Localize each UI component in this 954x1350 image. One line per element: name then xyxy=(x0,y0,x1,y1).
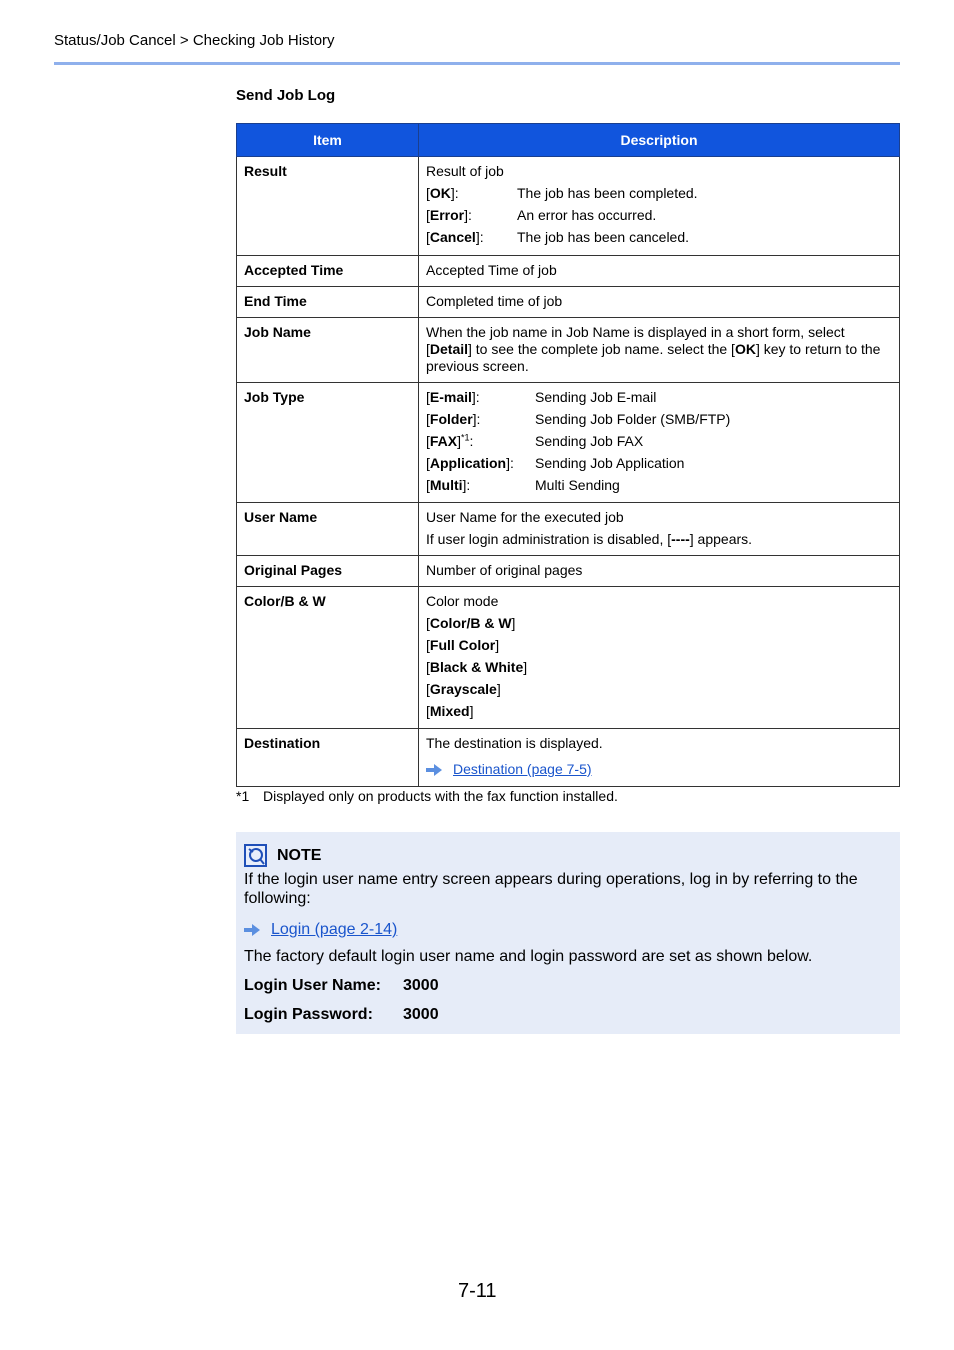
description-cell: User Name for the executed job If user login administration is disabled, [----] appears. xyxy=(419,503,900,556)
job-type-option: [E-mail]: Sending Job E-mail xyxy=(426,389,657,405)
table-row xyxy=(237,587,900,729)
item-cell: Accepted Time xyxy=(237,256,419,287)
color-option: [Color/B & W] xyxy=(426,615,516,631)
destination-link[interactable]: Destination (page 7-5) xyxy=(453,761,592,777)
item-cell: User Name xyxy=(237,503,419,556)
breadcrumb: Status/Job Cancel > Checking Job History xyxy=(54,32,335,49)
note-text: If the login user name entry screen appears during operations, log in by referring to the following: xyxy=(244,871,858,907)
description-cell: When the job name in Job Name is displayed in a short form, select [Detail] to see the complete job name. select the [OK] key to return to the previous screen. xyxy=(419,318,900,383)
description-cell: Completed time of job xyxy=(419,287,900,318)
arrow-right-icon xyxy=(244,924,260,936)
item-cell: Original Pages xyxy=(237,556,419,587)
note-title: NOTE xyxy=(277,846,322,864)
item-cell: Job Name xyxy=(237,318,419,383)
color-option: [Grayscale] xyxy=(426,681,501,697)
color-option: [Full Color] xyxy=(426,637,500,653)
footnote-ref: *1 xyxy=(461,432,470,443)
option-key: OK xyxy=(429,185,451,201)
note-box xyxy=(236,832,900,1034)
job-type-option: [Folder]: Sending Job Folder (SMB/FTP) xyxy=(426,411,731,427)
footnote: *1 Displayed only on products with the fax function installed. xyxy=(236,788,618,804)
send-job-log-table xyxy=(236,123,900,787)
arrow-right-icon xyxy=(426,764,442,776)
table-row xyxy=(237,383,900,503)
item-cell: End Time xyxy=(237,287,419,318)
description-cell: Accepted Time of job xyxy=(419,256,900,287)
note-text: The factory default login user name and login password are set as shown below. xyxy=(244,948,813,965)
job-type-option: [FAX]$^{*1}$: Sending Job FAX xyxy=(426,432,644,449)
page-number: 7-11 xyxy=(458,1280,497,1302)
table-row xyxy=(237,729,900,787)
description-text: Result of job xyxy=(426,163,504,179)
table-row xyxy=(237,318,900,383)
login-user-name-row: Login User Name: 3000 xyxy=(244,977,439,994)
item-cell: Destination xyxy=(237,729,419,787)
description-cell xyxy=(419,383,900,503)
description-cell: Color mode [Color/B & W] [Full Color] [Black & White] [Grayscale] [Mixed] xyxy=(419,587,900,729)
login-link[interactable]: Login (page 2-14) xyxy=(271,921,398,938)
item-cell: Job Type xyxy=(237,383,419,503)
table-row xyxy=(237,287,900,318)
color-option: [Black & White] xyxy=(426,659,528,675)
section-title: Send Job Log xyxy=(236,87,336,104)
item-cell: Color/B & W xyxy=(237,587,419,729)
description-cell: Number of original pages xyxy=(419,556,900,587)
note-icon xyxy=(244,844,267,867)
header-rule xyxy=(54,62,900,65)
job-type-option: [Application]: Sending Job Application xyxy=(426,455,685,471)
login-password-row: Login Password: 3000 xyxy=(244,1006,439,1023)
result-option: [Cancel]: The job has been canceled. xyxy=(426,229,690,245)
option-value: An error has occurred. xyxy=(517,207,657,223)
result-option: [OK]: The job has been completed. xyxy=(426,185,892,207)
result-option: [Error]: An error has occurred. xyxy=(426,207,892,229)
table-header-row xyxy=(237,124,900,157)
column-header-description: Description xyxy=(419,124,900,157)
table-row xyxy=(237,157,900,256)
table-row xyxy=(237,556,900,587)
color-option: [Mixed] xyxy=(426,703,474,719)
description-cell xyxy=(419,157,900,256)
column-header-item: Item xyxy=(237,124,419,157)
description-cell: The destination is displayed. Destination (page 7-5) xyxy=(419,729,900,787)
option-key: Error xyxy=(429,207,465,223)
option-value: The job has been completed. xyxy=(517,185,698,201)
table-row xyxy=(237,503,900,556)
job-type-option: [Multi]: Multi Sending xyxy=(426,477,620,493)
table-row xyxy=(237,256,900,287)
item-cell: Result xyxy=(237,157,419,256)
option-value: The job has been canceled. xyxy=(517,229,690,245)
option-key: Cancel xyxy=(429,229,476,245)
